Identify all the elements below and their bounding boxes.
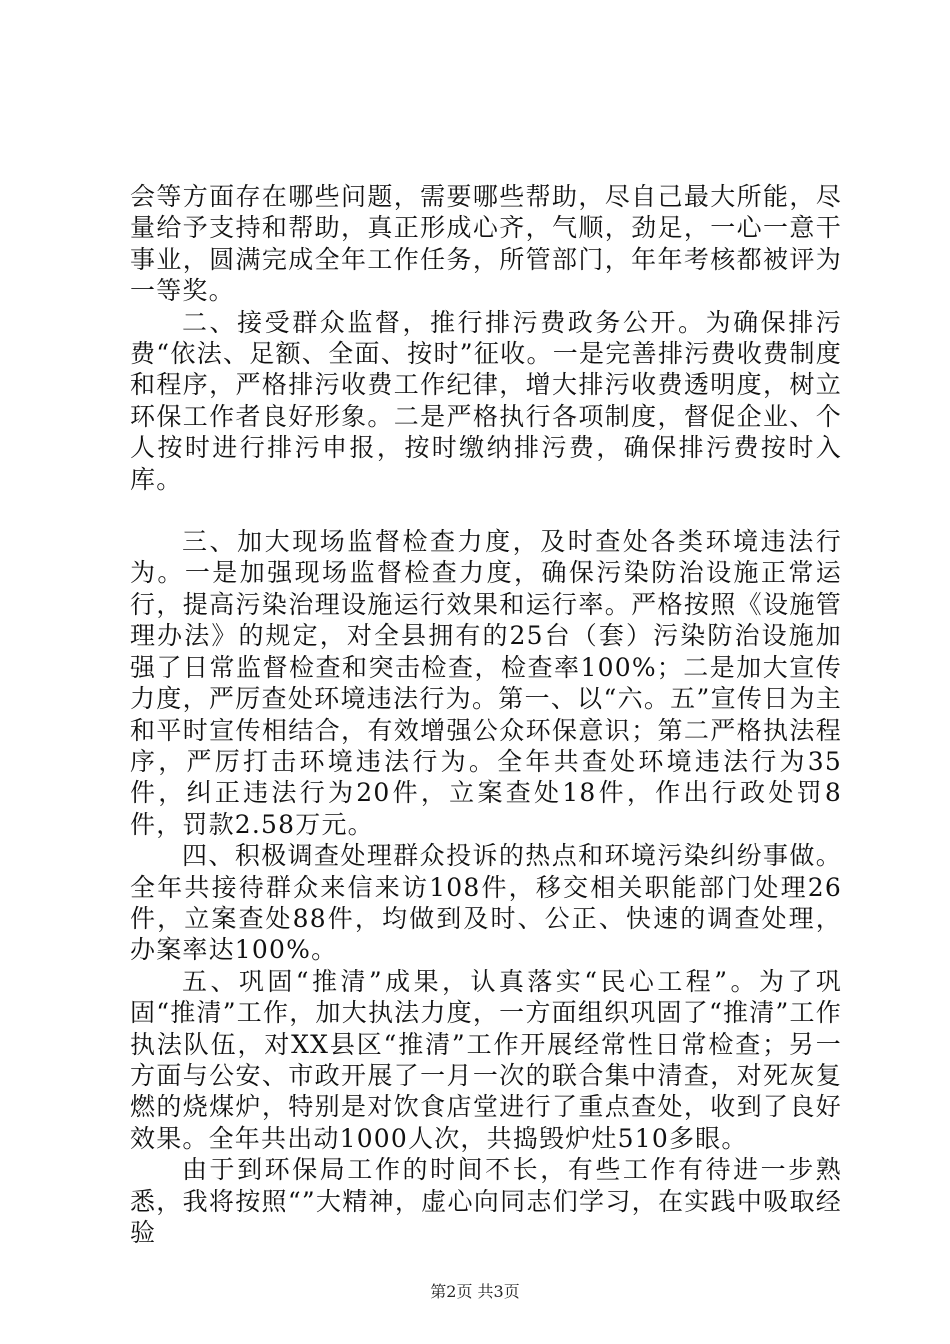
paragraph-section-5: 五、巩固“推清”成果，认真落实“民心工程”。为了巩固“推清”工作，加大执法力度，一方面组织巩固了“推清”工作执法队伍，对XX县区“推清”工作开展经常性日常检查；另一方面与公安、市政开展了一月一次的联合集中清查，对死灰复燃的烧煤炉，特别是对饮食店堂进行了重点查处，收到了良好效果。全年共出动1000人次，共捣毁炉灶510多眼。 xyxy=(130,966,842,1153)
paragraph-section-3: 三、加大现场监督检查力度，及时查处各类环境违法行为。一是加强现场监督检查力度，确保污染防治设施正常运行，提高污染治理设施运行效果和运行率。严格按照《设施管理办法》的规定，对全县拥有的25台（套）污染防治设施加强了日常监督检查和突击检查，检查率100%；二是加大宣传力度，严厉查处环境违法行为。第一、以“六。五”宣传日为主和平时宣传相结合，有效增强公众环保意识；第二严格执法程序，严厉打击环境违法行为。全年共查处环境违法行为35件，纠正违法行为20件，立案查处18件，作出行政处罚8件，罚款2.58万元。 xyxy=(130,527,842,839)
paragraph-closing: 由于到环保局工作的时间不长，有些工作有待进一步熟悉，我将按照“”大精神，虚心向同志们学习，在实践中吸取经验 xyxy=(130,1155,842,1247)
paragraph-section-2: 二、接受群众监督，推行排污费政务公开。为确保排污费“依法、足额、全面、按时”征收。一是完善排污费收费制度和程序，严格排污收费工作纪律，增大排污收费透明度，树立环保工作者良好形象。二是严格执行各项制度，督促企业、个人按时进行排污申报，按时缴纳排污费，确保排污费按时入库。 xyxy=(130,307,842,494)
page-footer: 第2页 共3页 xyxy=(430,1282,520,1301)
paragraph-section-4: 四、积极调查处理群众投诉的热点和环境污染纠纷事做。全年共接待群众来信来访108件，移交相关职能部门处理26件，立案查处88件，均做到及时、公正、快速的调查处理，办案率达100%。 xyxy=(130,841,842,965)
document-body xyxy=(130,181,842,1248)
paragraph-continuation: 会等方面存在哪些问题，需要哪些帮助，尽自己最大所能，尽量给予支持和帮助，真正形成心齐，气顺，劲足，一心一意干事业，圆满完成全年工作任务，所管部门，年年考核都被评为一等奖。 xyxy=(130,182,842,306)
